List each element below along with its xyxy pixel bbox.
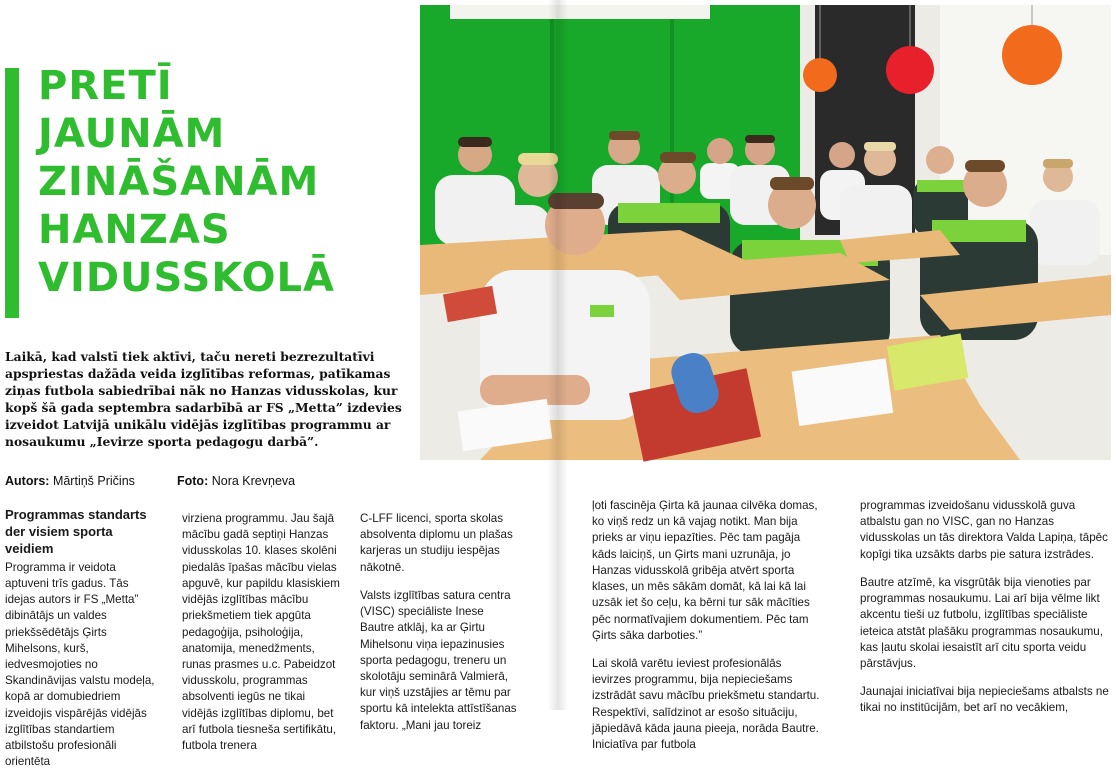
section-subhead: Programmas standarts der visiem sporta veidiem [5, 507, 147, 556]
column-5 [860, 498, 1112, 729]
column-text: ļoti fascinēja Ģirta kā jaunaa cilvēka domas, ko viņš redz un kā vajag notikt. Man bija prieks ar viņu iepazīties. Pēc tam pagāja kāds laiciņš, un Ģirts mani uzrunāja, jo Hanzas vidusskolā gribēja atvērt sporta klases, un mēs sākām domāt, kā lai kā lai uzsāk iet šo ceļu, ka bērni tur sāk mācīties pēc normatīvajiem dokumentiem. Pēc tam Ģirts sāka darboties.” [592, 499, 818, 642]
headline [38, 62, 335, 302]
headline-line: ZINĀŠANĀM [38, 159, 320, 205]
column-text: Jaunajai iniciatīvai bija nepieciešams atbalsts ne tikai no institūcijām, bet arī no vecākiem, [860, 685, 1109, 715]
headline-line: PRETĪ [38, 63, 173, 109]
column-text: programmas izveidošanu vidusskolā guva atbalstu gan no VISC, gan no Hanzas vidusskolas un tās direktora Valda Lapiņa, tāpēc kopīgi tika uzsākts darbs pie satura izstrādes. [860, 499, 1108, 561]
column-3 [360, 511, 520, 746]
paper-flower-decor [1002, 25, 1062, 85]
column-text: C-LFF licenci, sporta skolas absolventa diplomu un plašas karjeras un studiju iespējas nākotnē. [360, 512, 513, 574]
classroom-photo [420, 5, 1111, 460]
column-text: Bautre atzīmē, ka visgrūtāk bija vienoties par programmas nosaukumu. Lai arī bija vēlme likt akcentu tieši uz futbolu, izglītības speciāliste ieteica atstāt plašāku programmas nosaukumu, kas ļautu skolai iesaistīt arī citu sporta veidu pārstāvjus. [860, 575, 1103, 670]
column-1 [5, 507, 155, 783]
photo-label: Foto: [177, 474, 209, 488]
column-text: Programma ir veidota aptuveni trīs gadus. Tās idejas autors ir FS „Metta” dibinātājs un valdes priekšsēdētājs Ģirts Mihelsons, kurš, iedvesmojoties no Skandināvijas valstu modeļa, kopā ar domubiedriem izveidojis vispārējās vidējās izglītības standartiem atbilstošu profesionāli orientēta [5, 560, 155, 769]
author-label: Autors: [5, 474, 50, 488]
column-text: virziena programmu. Jau šajā mācību gadā septiņi Hanzas vidusskolas 10. klases skolēni piedalās īpašas mācību vielas apguvē, kur papildu klasiskiem vidējās izglītības mācību priekšmetiem tiek apgūta pedagoģija, psiholoģija, anatomija, menedžments, runas prasmes u.c. Pabeidzot vidusskolu, programmas absolventi iegūs ne tikai vidējās izglītības diplomu, bet arī futbola tiesneša sertifikātu, futbola trenera [182, 512, 340, 753]
headline-line: HANZAS [38, 207, 231, 253]
column-4 [592, 498, 822, 765]
paper-flower-decor [886, 46, 934, 94]
paper-flower-decor [803, 58, 837, 92]
column-text: Valsts izglītības satura centra (VISC) speciāliste Inese Bautre atklāj, ka ar Ģirtu Mihelsonu viņa iepazinusies sporta pedagogu, treneru un skolotāju seminārā Valmierā, kur viņš uzstājies ar tēmu par sportu kā intelekta attīstīšanas faktoru. „Mani jau toreiz [360, 588, 517, 732]
column-2 [182, 511, 340, 766]
classroom-illustration [420, 5, 1111, 460]
headline-line: JAUNĀM [38, 111, 226, 157]
author-name: Mārtiņš Pričins [52, 474, 135, 488]
photo-name: Nora Krevņeva [211, 474, 296, 488]
photo-credit [177, 474, 295, 488]
author-credit [5, 474, 135, 488]
lead-paragraph: Laikā, kad valstī tiek aktīvi, taču nereti bezrezultatīvi apspriestas dažāda veida izglītības reformas, patīkamas ziņas futbola sabiedrībai nāk no Hanzas vidusskolas, kur kopš šā gada septembra sadarbībā ar FS „Metta” izdevies izveidot Latvijā unikālu vidējās izglītības programmu ar nosaukumu „Ievirze sporta pedagogu darbā”. [5, 349, 402, 449]
headline-line: VIDUSSKOLĀ [38, 255, 335, 301]
column-text: Lai skolā varētu ieviest profesionālās ievirzes programmu, bija nepieciešams izstrādāt savu mācību priekšmetu standartu. Respektīvi, salīdzinot ar esošo situāciju, jāpiedāvā kāda jauna pieeja, norāda Bautre. Iniciatīva par futbola [592, 656, 820, 752]
headline-accent-bar [5, 68, 19, 318]
